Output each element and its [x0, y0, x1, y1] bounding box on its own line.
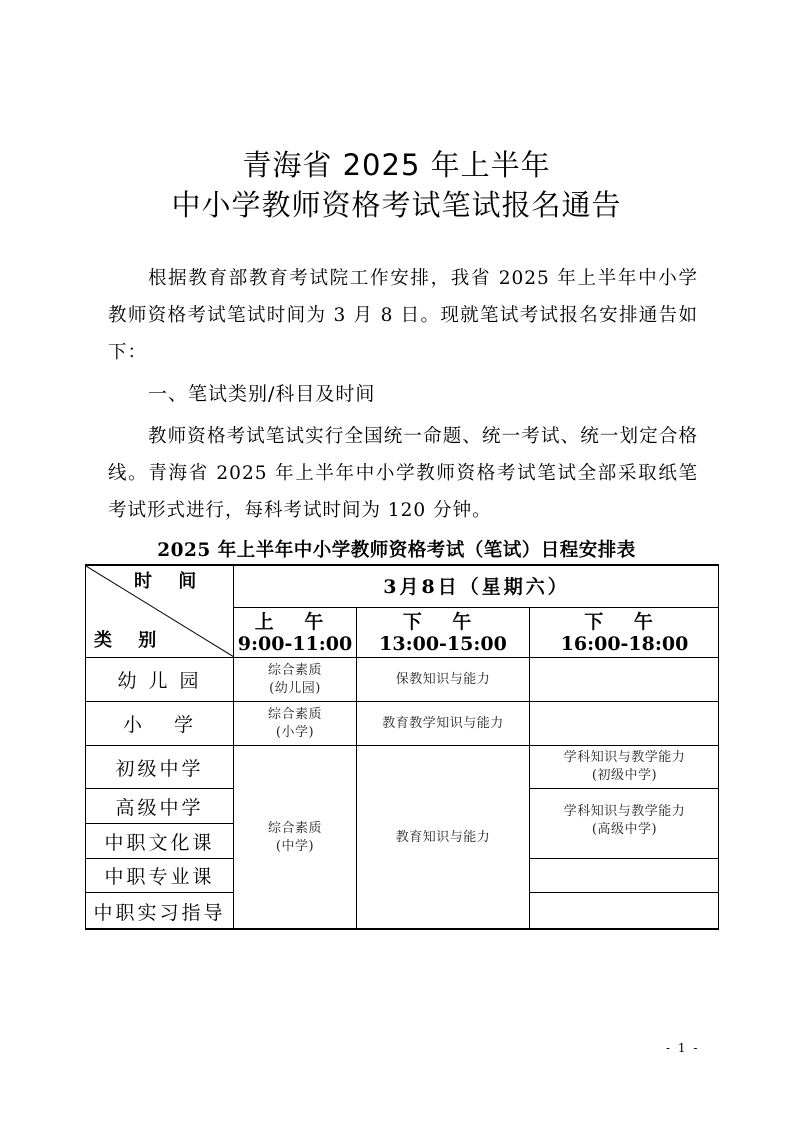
category-vocational-professional — [86, 859, 233, 892]
subject-name: 综合素质 — [267, 706, 322, 722]
category-label: 高级中学 — [115, 796, 204, 819]
subject-scope: (高级中学) — [591, 822, 658, 837]
hline-row5-right — [529, 858, 719, 859]
cell-secondary-afternoon-1 — [357, 746, 529, 930]
category-kindergarten — [86, 658, 233, 701]
subject-scope: (幼儿园) — [269, 680, 321, 696]
period-name: 下 午 — [584, 610, 665, 633]
category-vocational-culture — [86, 824, 233, 858]
date-text: 3月8日（星期六） — [383, 575, 570, 598]
period-time: 13:00-15:00 — [379, 632, 507, 655]
subject-name: 学科知识与教学能力 — [563, 750, 686, 765]
cell-kindergarten-morning — [234, 658, 356, 701]
schedule-table — [85, 564, 719, 930]
section1-body: 教师资格考试笔试实行全国统一命题、统一考试、统一划定合格线。青海省 2025 年上半年中小学教师资格考试笔试全部采取纸笔考试形式进行，每科考试时间为 120 分钟。 — [108, 426, 698, 521]
subject-scope: (中学) — [275, 839, 315, 854]
cell-kindergarten-afternoon-1 — [357, 658, 529, 701]
period-time: 9:00-11:00 — [237, 632, 353, 655]
category-vocational-internship — [86, 893, 233, 930]
period-time: 16:00-18:00 — [560, 632, 689, 655]
category-label: 中职专业课 — [104, 866, 215, 888]
subject-name: 综合素质 — [267, 821, 322, 836]
period-afternoon-1 — [357, 608, 529, 657]
category-label: 中职文化课 — [104, 831, 215, 854]
category-label: 幼 儿 园 — [117, 670, 202, 692]
subject-scope: (初级中学) — [591, 768, 658, 783]
hline-row6-right — [529, 892, 719, 893]
period-afternoon-2 — [530, 608, 719, 657]
subject-name: 教育教学知识与能力 — [382, 715, 504, 731]
period-name: 下 午 — [402, 610, 484, 633]
cell-junior-afternoon-2 — [530, 746, 719, 788]
page-number: - 1 - — [666, 1041, 700, 1055]
document-title-line2: 中小学教师资格考试笔试报名通告 — [171, 188, 622, 222]
corner-time-label: 时 间 — [134, 571, 207, 592]
category-junior-high — [86, 746, 233, 788]
subject-name: 综合素质 — [267, 662, 322, 678]
category-label: 中职实习指导 — [93, 902, 226, 924]
cell-secondary-morning — [234, 746, 356, 930]
cell-primary-afternoon-1 — [357, 702, 529, 745]
intro-paragraph: 根据教育部教育考试院工作安排，我省 2025 年上半年中小学教师资格考试笔试时间为 3 月 8 日。现就笔试考试报名安排通告如下： — [108, 268, 698, 363]
subject-name: 教育知识与能力 — [395, 830, 491, 845]
category-senior-high — [86, 789, 233, 823]
cell-primary-morning — [234, 702, 356, 745]
cell-senior-afternoon-2 — [530, 789, 719, 858]
table-caption: 2025 年上半年中小学教师资格考试（笔试）日程安排表 — [157, 540, 636, 561]
category-primary — [86, 702, 233, 745]
date-header — [234, 566, 719, 607]
period-name: 上 午 — [254, 610, 336, 633]
subject-name: 保教知识与能力 — [395, 671, 491, 687]
period-morning — [234, 608, 356, 657]
document-title-line1: 青海省 2025 年上半年 — [242, 148, 551, 182]
category-label: 小 学 — [122, 714, 197, 736]
corner-category-label: 类 别 — [94, 630, 167, 651]
section1-heading: 一、笔试类别/科目及时间 — [148, 383, 376, 405]
subject-name: 学科知识与教学能力 — [563, 804, 686, 819]
subject-scope: (小学) — [275, 724, 315, 740]
category-label: 初级中学 — [115, 757, 204, 780]
